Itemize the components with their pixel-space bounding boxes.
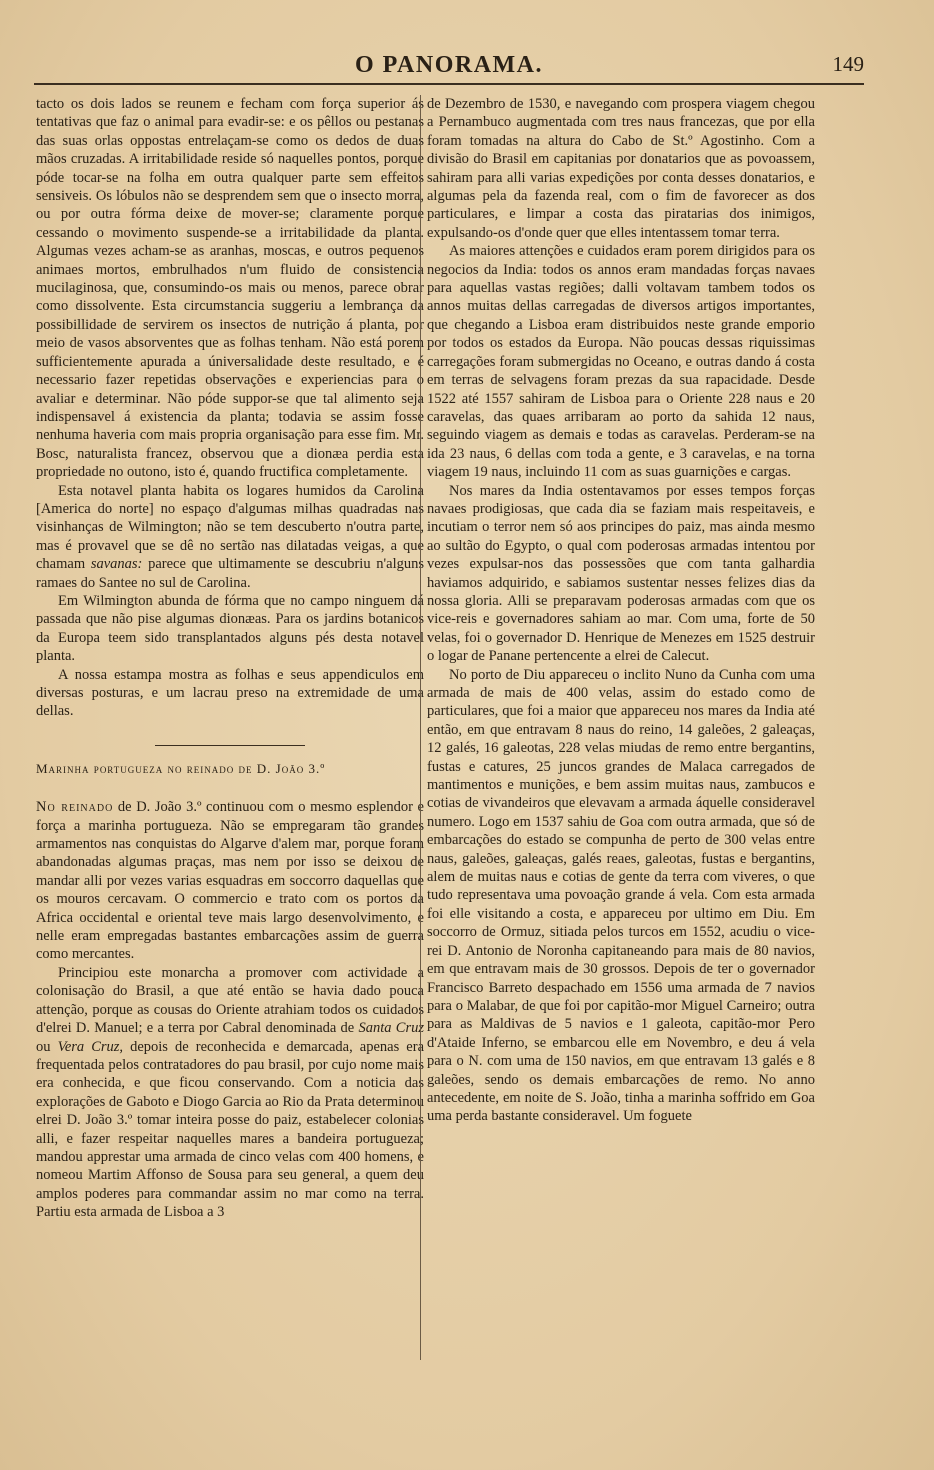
column-divider (420, 95, 421, 1360)
paragraph: Nos mares da India ostentavamos por esses tempos forças navaes prodigiosas, que cada dia se faziam mais respeitaveis, e incutiam o terror nem só aos principes do paiz, mas ainda mesmo ao sultão do Egypto, o qual com poderosas armadas intentou por vezes expulsar-nos das possessões que com tanta galhardia haviamos adquirido, e sabiamos sustentar nesses felizes dias da nossa gloria. Alli se preparavam poderosas armadas com que os vice-reis e governadores sahiam ao mar. Com uma, forte de 50 velas, foi o governador D. Henrique de Menezes em 1525 destruir o logar de Panane pertencente a elrei de Calecut. (427, 482, 815, 665)
masthead-title: O PANORAMA. (354, 52, 544, 78)
header-rule (34, 83, 864, 85)
text-run: Principiou este monarcha a promover com actividade a colonisação do Brasil, a que até então se havia dado pouca attenção, porque as cousas do Oriente atrahiam todos os cuidados d'elrei D. Manuel; e a terra por Cabral denominada de (36, 964, 424, 1037)
paragraph (36, 798, 424, 964)
text-run: de D. João 3.º continuou com o mesmo esplendor e força a marinha portugueza. Não se empregaram tão grandes armamentos nas conquistas do Algarve d'alem mar, porque foram abandonadas algumas praças, mas nem por isso se deixou de mandar alli por vezes varias esquadras em soccorro daquellas que os mouros cercavam. O commercio e trato com os portos da Africa occidental e oriental teve mais largo desenvolvimento, e nelle eram empregadas bastantes embarcações assim de guerra como mercantes. (36, 799, 424, 963)
section-separator (155, 745, 305, 746)
text-run: ou (36, 1038, 51, 1055)
paragraph (36, 964, 424, 1222)
paragraph: A nossa estampa mostra as folhas e seus appendiculos em diversas posturas, e um lacrau preso na extremidade de uma dellas. (36, 666, 424, 720)
paragraph: de Dezembro de 1530, e navegando com prospera viagem chegou a Pernambuco augmentada com tres naus francezas, que por ella foram tomadas na altura do Cabo de St.º Agostinho. Com a divisão do Brasil em capitanias por donatarios que as povoassem, sahiram para alli varias expedições por conta desses donatarios, e algumas pela da fazenda real, com o fim de favorecer as dos particulares, e limpar a costa das piratarias dos inimigos, expulsando-os d'onde quer que elles intentassem tomar terra. (427, 96, 815, 241)
text-run: Esta notavel planta habita os logares humidos da Carolina [America do norte] no espaço d'algumas milhas quadradas nas visinhanças de Wilmington; não se tem descuberto n'outra parte, mas é provavel que se dê no sertão nas dilatadas veigas, a que chamam (36, 482, 424, 573)
text-run: depois de reconhecida e demarcada, apenas era frequentada pelos contratadores do pau brasil, por cujo nome mais era conhecida, e que ficou conservando. Com a noticia das explorações de Gaboto e Diogo Garcia ao Rio da Prata determinou elrei D. João 3.º tomar inteira posse do paiz, estabelecer colonias alli, e fazer respeitar naquelles mares a bandeira portugueza; mandou apprestar uma armada de cinco velas com 400 homens, e nomeou Martim Affonso de Sousa para seu general, a quem deu amplos poderes para commandar assim no mar como na terra. Partiu esta armada de Lisboa a 3 (36, 1038, 425, 1221)
page-number: 149 (832, 52, 864, 76)
paragraph: Em Wilmington abunda de fórma que no campo ninguem dá passada que não pise algumas dionæas. Para os jardins botanicos da Europa teem sido transplantados alguns pés desta notavel planta. (36, 592, 424, 665)
italic-term: Vera Cruz, (57, 1038, 124, 1055)
paragraph: As maiores attenções e cuidados eram porem dirigidos para os negocios da India: todos os annos eram mandadas forças navaes para aquellas vastas regiões; dalli voltavam tambem todos os annos muitas dellas carregadas de diversos artigos importantes, que chegando a Lisboa eram distribuidos neste grande emporio por todos os estados da Europa. Não poucas dessas riquissimas carregações foram submergidas no Oceano, e outras dando á costa em terras de selvagens foram prezas da sua rapacidade. Desde 1522 até 1557 sahiram de Lisboa para o Oriente 228 naus e 20 caravelas, das quaes arribaram ao porto da sahida 12 naus, seguindo viagem as demais e todas as caravelas. Perderam-se na ida 23 naus, 6 dellas com toda a gente, e 3 caravelas, e na torna viagem 19 naus, incluindo 11 com as suas guarnições e cargas. (427, 243, 815, 481)
paragraph: tacto os dois lados se reunem e fecham com força superior ás tentativas que faz o animal para evadir-se: e os pêllos ou pestanas das suas orlas oppostas entrelaçam-se como os dedos de duas mãos cruzadas. A irritabilidade reside só naquelles pontos, porque póde tocar-se na folha em outra qualquer parte sem effeitos sensiveis. Os lóbulos não se desprendem sem que o insecto morra, ou por outra fórma deixe de mover-se; claramente porque cessando o movimento suspende-se a irritabilidade da planta. Algumas vezes acham-se as aranhas, moscas, e outros pequenos animaes mortos, embrulhados n'um fluido de consistencia mucilaginosa, que, consumindo-os mais ou menos, parece obrar como dissolvente. Esta circumstancia suggeriu a lembrança da possibillidade de servirem os insectos de nutrição á planta, por meio de vasos absorventes que as folhas tenham. Não está porem sufficientemente apurada a úniversalidade deste resultado, e é necessario fazer repetidas observações e experiencias para o avaliar e determinar. Não póde suppor-se que tal alimento seja indispensavel á existencia da planta; todavia se assim fosse nenhuma haveria com mais propria organisação para esse fim. Mr. Bosc, naturalista francez, observou que a dionæa perdia esta propriedade no outono, isto é, quando fructifica completamente. (36, 96, 424, 481)
paragraph (36, 482, 424, 592)
page-header (34, 48, 864, 84)
italic-term: Santa Cruz (358, 1020, 424, 1037)
italic-term: savanas: (90, 556, 143, 573)
paragraph: No porto de Diu appareceu o inclito Nuno da Cunha com uma armada de mais de 400 velas, assim do estado como de particulares, que foi a maior que appareceu nos mares da India até então, em que entravam 8 naus do reino, 14 galeões, 2 galeaças, 12 galés, 16 galeotas, 228 velas miudas de remo entre bergantins, fustas e catures, 25 juncos grandes de Malaca carregados de mantimentos e munições, e bem assim muitas naus, zambucos e cotias de vivandeiros que elevavam a armada áquelle consideravel numero. Logo em 1537 sahiu de Goa com outra armada, que só de embarcações do estado se compunha de perto de 300 velas entre naus, galeões, galeaças, galés reaes, galeotas, fustas e bergantins, alem de muitas naus e cotias de gente da terra com viveres, o que tudo representava uma povoação grande á vela. Com esta armada foi elle visitando a costa, e appareceu por ultimo em Diu. Em soccorro de Ormuz, sitiada pelos turcos em 1552, acudiu o vice-rei D. Antonio de Noronha capitaneando para mais de 80 navios, em que entravam mais de 30 grossos. Depois de ter o governador Francisco Barreto despachado em 1556 uma armada de 7 navios para o Malabar, de que foi por capitão-mor Miguel Carneiro; outra para as Maldivas de 5 navios e 1 galeota, capitão-mor Pero d'Ataide Inferno, se embarcou elle em Novembro, e deu á vela para o N. com uma de 150 navios, em que entravam 13 galés e 8 galeões, sendo os demais embarcações de remo. No anno antecedente, em noite de S. João, tinha a marinha soffrido em Goa uma perda bastante consideravel. Um foguete (427, 666, 815, 1125)
section-title: Marinha portugueza no reinado de D. João 3.º (36, 760, 326, 776)
left-column (36, 95, 424, 1222)
lead-words: No reinado (36, 799, 114, 816)
right-column (427, 95, 815, 1126)
text-run: parece que ultimamente se descubriu n'alguns ramaes do Santee no sul de Carolina. (36, 556, 425, 591)
